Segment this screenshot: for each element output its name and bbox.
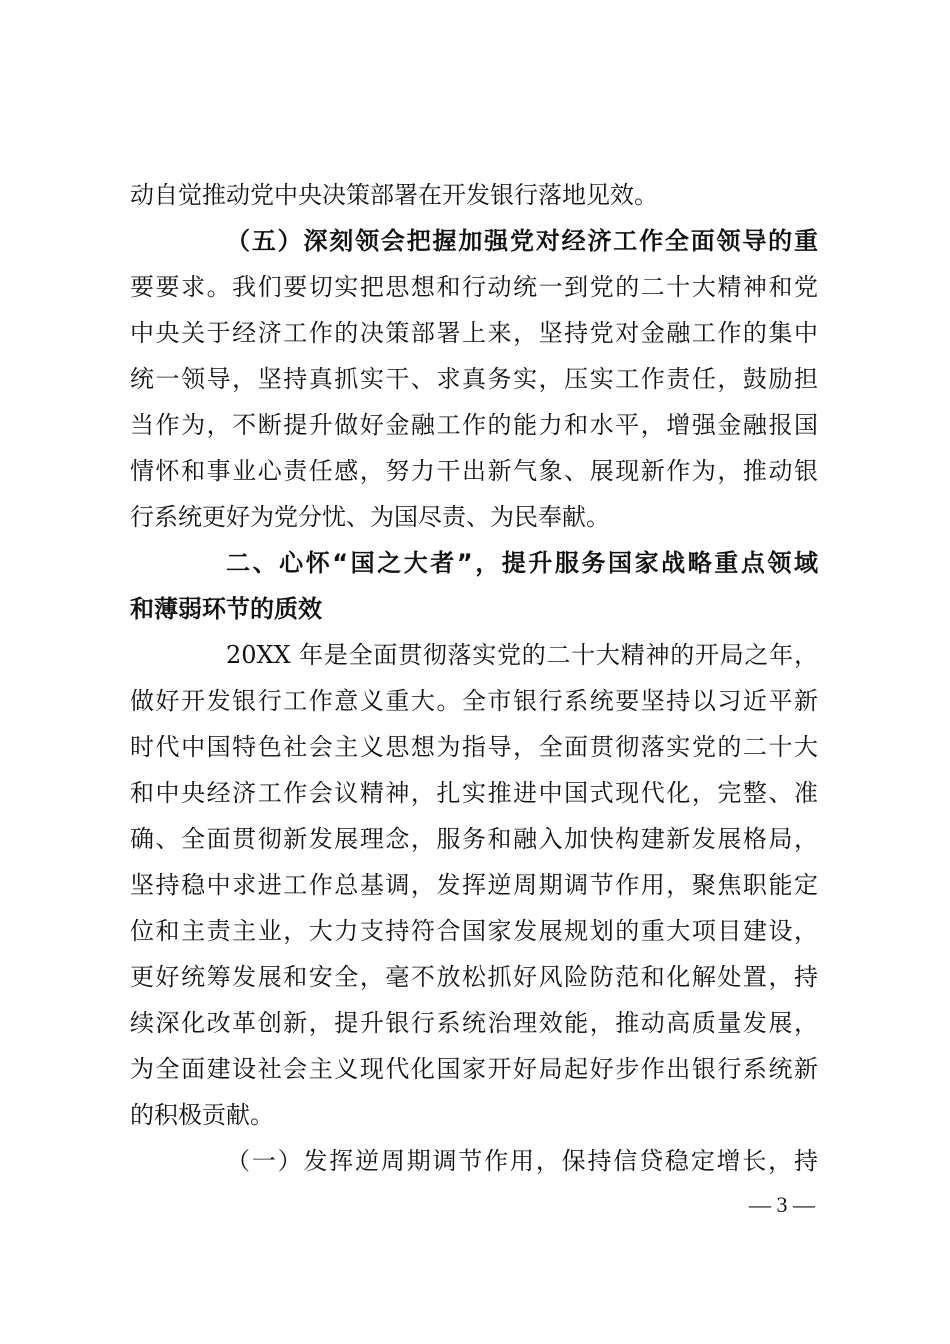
text-line: 确、全面贯彻新发展理念，服务和融入加快构建新发展格局， (130, 825, 818, 853)
text-line: 为全面建设社会主义现代化国家开好局起好步作出银行系统新 (130, 1055, 818, 1083)
text-line: 20XX 年是全面贯彻落实党的二十大精神的开局之年， (226, 641, 818, 669)
subheading-line: （一）发挥逆周期调节作用，保持信贷稳定增长，持 (226, 1147, 818, 1175)
text-line: 当作为，不断提升做好金融工作的能力和水平，增强金融报国 (130, 411, 818, 439)
text-line: 情怀和事业心责任感，努力干出新气象、展现新作为，推动银 (130, 457, 818, 485)
text-line: 和中央经济工作会议精神，扎实推进中国式现代化，完整、准 (130, 779, 818, 807)
text-line: 位和主责主业，大力支持符合国家发展规划的重大项目建设， (130, 917, 818, 945)
page-number: — 3 — (749, 1192, 815, 1217)
text-line: 行系统更好为党分忧、为国尽责、为民奉献。 (130, 503, 610, 531)
section-heading-line: 二、心怀“国之大者”，提升服务国家战略重点领域 (226, 549, 818, 577)
text-line: 统一领导，坚持真抓实干、求真务实，压实工作责任，鼓励担 (130, 365, 818, 393)
text-line: 坚持稳中求进工作总基调，发挥逆周期调节作用，聚焦职能定 (130, 871, 818, 899)
text-line: 的积极贡献。 (130, 1101, 274, 1129)
section-heading-line: 和薄弱环节的质效 (130, 595, 322, 623)
text-line: 续深化改革创新，提升银行系统治理效能，推动高质量发展， (130, 1009, 818, 1037)
text-line: 时代中国特色社会主义思想为指导，全面贯彻落实党的二十大 (130, 733, 818, 761)
text-line: 更好统筹发展和安全，毫不放松抓好风险防范和化解处置，持 (130, 963, 818, 991)
text-line: 动自觉推动党中央决策部署在开发银行落地见效。 (130, 181, 658, 209)
subheading-line: （五）深刻领会把握加强党对经济工作全面领导的重 (226, 227, 818, 255)
text-line: 中央关于经济工作的决策部署上来，坚持党对金融工作的集中 (130, 319, 818, 347)
text-line: 做好开发银行工作意义重大。全市银行系统要坚持以习近平新 (130, 687, 818, 715)
text-line: 要要求。我们要切实把思想和行动统一到党的二十大精神和党 (130, 273, 818, 301)
